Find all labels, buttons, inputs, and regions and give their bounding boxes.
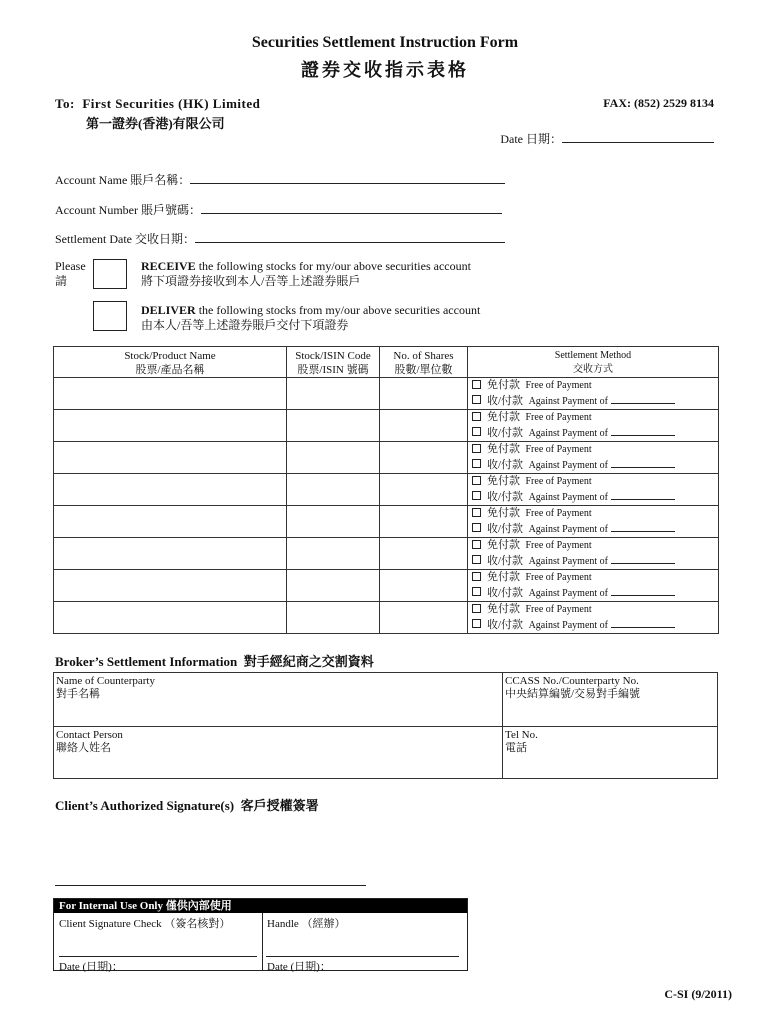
date-label-1: Date (日期)： xyxy=(59,961,123,973)
ap-label-zh: 收/付款 xyxy=(487,554,524,567)
ap-option[interactable] xyxy=(472,426,718,442)
stock-name-cell[interactable] xyxy=(54,602,287,634)
fop-option[interactable] xyxy=(472,474,718,490)
stock-name-cell[interactable] xyxy=(54,410,287,442)
ap-option[interactable] xyxy=(472,618,718,634)
stock-code-cell[interactable] xyxy=(287,570,380,602)
ap-label-en: Against Payment of xyxy=(528,587,608,599)
stock-name-cell[interactable] xyxy=(54,442,287,474)
settlement-method-cell xyxy=(468,442,719,474)
signature-check-label: Client Signature Check （簽名核對） xyxy=(59,918,231,930)
stock-name-cell[interactable] xyxy=(54,506,287,538)
table-row xyxy=(54,570,719,602)
deliver-text: the following stocks from my/our above securities account xyxy=(195,303,481,317)
receive-option xyxy=(141,259,471,289)
fop-checkbox[interactable] xyxy=(472,476,481,485)
ap-option[interactable] xyxy=(472,394,718,410)
ap-amount-line[interactable] xyxy=(611,586,675,596)
ap-amount-line[interactable] xyxy=(611,426,675,436)
shares-cell[interactable] xyxy=(380,538,468,570)
deliver-text-zh: 由本人/吾等上述證券賬戶交付下項證券 xyxy=(141,318,349,332)
fop-checkbox[interactable] xyxy=(472,444,481,453)
fop-label-en: Free of Payment xyxy=(525,444,592,455)
fop-option[interactable] xyxy=(472,602,718,618)
ap-label-zh: 收/付款 xyxy=(487,458,524,471)
fop-label-en: Free of Payment xyxy=(525,540,592,551)
fop-option[interactable] xyxy=(472,378,718,394)
shares-cell[interactable] xyxy=(380,474,468,506)
fop-option[interactable] xyxy=(472,442,718,458)
receive-checkbox[interactable] xyxy=(93,259,127,289)
ap-option[interactable] xyxy=(472,586,718,602)
fop-option[interactable] xyxy=(472,410,718,426)
fop-label-zh: 免付款 xyxy=(487,379,520,391)
account-number-field[interactable] xyxy=(55,201,502,218)
settlement-method-cell xyxy=(468,538,719,570)
fop-checkbox[interactable] xyxy=(472,380,481,389)
ap-label-zh: 收/付款 xyxy=(487,618,524,631)
settlement-method-cell xyxy=(468,506,719,538)
to-label: To: xyxy=(55,96,75,111)
ap-checkbox[interactable] xyxy=(472,459,481,468)
fop-label-en: Free of Payment xyxy=(525,380,592,391)
shares-cell[interactable] xyxy=(380,570,468,602)
shares-cell[interactable] xyxy=(380,410,468,442)
ap-amount-line[interactable] xyxy=(611,554,675,564)
stock-code-cell[interactable] xyxy=(287,378,380,410)
settlement-date-field[interactable] xyxy=(55,230,505,247)
broker-info-box xyxy=(53,672,718,779)
account-name-field[interactable] xyxy=(55,171,505,188)
ap-checkbox[interactable] xyxy=(472,523,481,532)
ap-label-en: Against Payment of xyxy=(528,459,608,471)
ap-option[interactable] xyxy=(472,522,718,538)
fop-label-zh: 免付款 xyxy=(487,443,520,455)
date-label: Date 日期： xyxy=(500,132,562,146)
account-number-label: Account Number 賬戶號碼： xyxy=(55,203,201,217)
table-row xyxy=(54,410,719,442)
ap-checkbox[interactable] xyxy=(472,491,481,500)
please-label xyxy=(55,259,86,289)
ap-label-zh: 收/付款 xyxy=(487,522,524,535)
counterparty-field[interactable]: Name of Counterparty 對手名稱 xyxy=(56,675,155,700)
signature-heading: Client’s Authorized Signature(s) 客戶授權簽署 xyxy=(55,798,319,813)
form-code: C-SI (9/2011) xyxy=(664,987,732,1001)
account-name-line[interactable] xyxy=(190,171,505,184)
settlement-method-cell xyxy=(468,410,719,442)
fop-label-en: Free of Payment xyxy=(525,508,592,519)
table-row xyxy=(54,602,719,634)
stock-code-cell[interactable] xyxy=(287,442,380,474)
ap-checkbox[interactable] xyxy=(472,555,481,564)
fop-option[interactable] xyxy=(472,538,718,554)
settlement-method-cell xyxy=(468,602,719,634)
table-row xyxy=(54,506,719,538)
ap-label-en: Against Payment of xyxy=(528,619,608,631)
fax-number: FAX: (852) 2529 8134 xyxy=(603,96,714,110)
stock-code-cell[interactable] xyxy=(287,474,380,506)
ap-option[interactable] xyxy=(472,554,718,570)
fop-checkbox[interactable] xyxy=(472,412,481,421)
fop-option[interactable] xyxy=(472,506,718,522)
internal-use-header: For Internal Use Only 僅供內部使用 xyxy=(54,899,467,913)
fop-option[interactable] xyxy=(472,570,718,586)
account-name-label: Account Name 賬戶名稱： xyxy=(55,173,191,187)
fop-checkbox[interactable] xyxy=(472,604,481,613)
handle-line[interactable] xyxy=(266,956,459,957)
tel-field[interactable]: Tel No. 電話 xyxy=(505,729,538,754)
to-line xyxy=(55,96,260,112)
stock-table xyxy=(53,346,719,634)
settlement-date-label: Settlement Date 交收日期： xyxy=(55,232,195,246)
stock-name-cell[interactable] xyxy=(54,538,287,570)
form-title-zh: 證券交收指示表格 xyxy=(301,60,469,80)
fop-checkbox[interactable] xyxy=(472,540,481,549)
receive-keyword: RECEIVE xyxy=(141,259,196,273)
ap-checkbox[interactable] xyxy=(472,395,481,404)
stock-code-cell[interactable] xyxy=(287,506,380,538)
shares-cell[interactable] xyxy=(380,506,468,538)
table-row xyxy=(54,442,719,474)
please-en: Please xyxy=(55,259,86,273)
ap-label-zh: 收/付款 xyxy=(487,394,524,407)
fop-label-zh: 免付款 xyxy=(487,475,520,487)
ap-label-zh: 收/付款 xyxy=(487,426,524,439)
table-row xyxy=(54,474,719,506)
stock-code-cell[interactable] xyxy=(287,602,380,634)
fop-label-zh: 免付款 xyxy=(487,411,520,423)
settlement-method-cell xyxy=(468,378,719,410)
ap-checkbox[interactable] xyxy=(472,587,481,596)
ap-label-en: Against Payment of xyxy=(528,523,608,535)
fop-label-zh: 免付款 xyxy=(487,507,520,519)
table-row xyxy=(54,538,719,570)
account-number-line[interactable] xyxy=(201,201,502,214)
fop-label-en: Free of Payment xyxy=(525,476,592,487)
date-label-2: Date (日期)： xyxy=(267,961,331,973)
fop-label-en: Free of Payment xyxy=(525,604,592,615)
settlement-method-cell xyxy=(468,570,719,602)
ap-option[interactable] xyxy=(472,458,718,474)
fop-label-zh: 免付款 xyxy=(487,571,520,583)
ap-amount-line[interactable] xyxy=(611,458,675,468)
ap-checkbox[interactable] xyxy=(472,619,481,628)
ap-amount-line[interactable] xyxy=(611,618,675,628)
ap-amount-line[interactable] xyxy=(611,394,675,404)
company-name-zh: 第一證券(香港)有限公司 xyxy=(86,116,225,131)
stock-name-cell[interactable] xyxy=(54,570,287,602)
fop-label-en: Free of Payment xyxy=(525,412,592,423)
ap-label-en: Against Payment of xyxy=(528,427,608,439)
settlement-method-cell xyxy=(468,474,719,506)
company-name-en: First Securities (HK) Limited xyxy=(82,96,261,111)
please-zh: 請 xyxy=(55,274,68,288)
internal-use-box xyxy=(53,898,468,971)
stock-name-cell[interactable] xyxy=(54,378,287,410)
signature-check-line[interactable] xyxy=(59,956,257,957)
ap-label-en: Against Payment of xyxy=(528,395,608,407)
ap-amount-line[interactable] xyxy=(611,490,675,500)
receive-text: the following stocks for my/our above securities account xyxy=(195,259,471,273)
stock-name-cell[interactable] xyxy=(54,474,287,506)
header-shares: No. of Shares 股數/單位數 xyxy=(380,347,468,378)
table-row xyxy=(54,378,719,410)
date-field[interactable] xyxy=(500,130,714,147)
fop-label-zh: 免付款 xyxy=(487,603,520,615)
date-line[interactable] xyxy=(562,130,714,143)
shares-cell[interactable] xyxy=(380,378,468,410)
ap-checkbox[interactable] xyxy=(472,427,481,436)
stock-code-cell[interactable] xyxy=(287,410,380,442)
contact-person-field[interactable]: Contact Person 聯絡人姓名 xyxy=(56,729,123,754)
header-settlement-method: Settlement Method 交收方式 xyxy=(468,347,719,378)
ap-label-en: Against Payment of xyxy=(528,491,608,503)
form-title-en: Securities Settlement Instruction Form xyxy=(251,34,519,51)
settlement-date-line[interactable] xyxy=(195,230,505,243)
stock-code-cell[interactable] xyxy=(287,538,380,570)
ccass-field[interactable]: CCASS No./Counterparty No. 中央結算編號/交易對手編號 xyxy=(505,675,641,700)
fop-checkbox[interactable] xyxy=(472,572,481,581)
fop-label-zh: 免付款 xyxy=(487,539,520,551)
ap-label-zh: 收/付款 xyxy=(487,586,524,599)
ap-label-zh: 收/付款 xyxy=(487,490,524,503)
ap-amount-line[interactable] xyxy=(611,522,675,532)
handle-label: Handle （經辦） xyxy=(267,918,346,930)
header-stock-name: Stock/Product Name 股票/產品名稱 xyxy=(54,347,287,378)
broker-heading: Broker’s Settlement Information 對手經紀商之交割資料 xyxy=(55,654,374,669)
deliver-keyword: DELIVER xyxy=(141,303,196,317)
fop-label-en: Free of Payment xyxy=(525,572,592,583)
fop-checkbox[interactable] xyxy=(472,508,481,517)
ap-option[interactable] xyxy=(472,490,718,506)
receive-text-zh: 將下項證券接收到本人/吾等上述證券賬戶 xyxy=(141,274,361,288)
deliver-checkbox[interactable] xyxy=(93,301,127,331)
table-header-row xyxy=(54,347,719,378)
shares-cell[interactable] xyxy=(380,442,468,474)
ap-label-en: Against Payment of xyxy=(528,555,608,567)
header-stock-code: Stock/ISIN Code 股票/ISIN 號碼 xyxy=(287,347,380,378)
deliver-option xyxy=(141,303,480,333)
signature-line[interactable] xyxy=(55,885,366,886)
shares-cell[interactable] xyxy=(380,602,468,634)
